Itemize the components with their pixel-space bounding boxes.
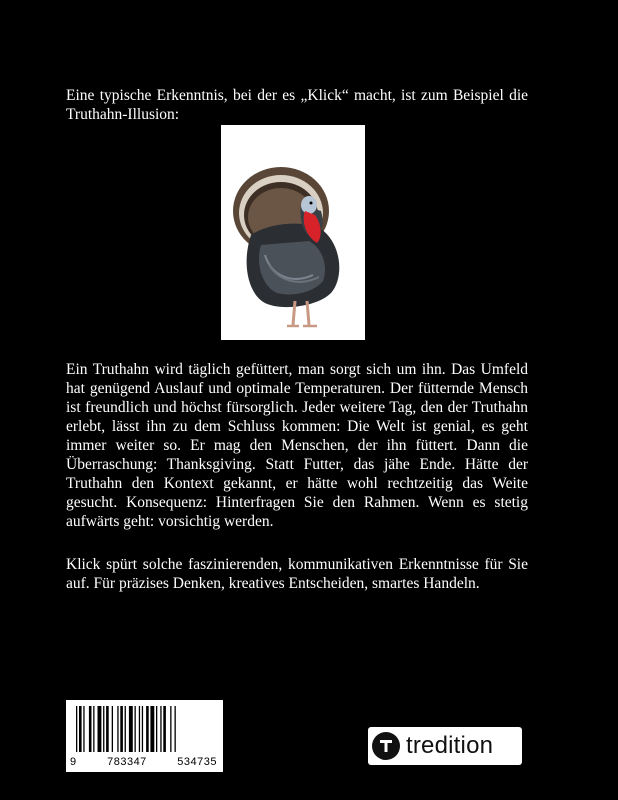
barcode-bar	[146, 706, 149, 752]
barcode-bar	[106, 706, 109, 752]
publisher-logo	[368, 727, 522, 765]
barcode-bars	[66, 700, 223, 756]
tredition-t-icon	[372, 732, 400, 760]
barcode-bar	[93, 706, 94, 752]
barcode-bar	[170, 706, 171, 752]
barcode-bar	[89, 706, 92, 752]
turkey-image	[221, 125, 365, 340]
barcode-bar	[79, 706, 82, 752]
barcode-digit-first: 9	[70, 756, 77, 768]
paragraph-turkey-story: Ein Truthahn wird täglich gefüttert, man sorgt sich um ihn. Das Umfeld hat genügend Auslauf und optimale Temperaturen. Der fütternde Mensch ist freundlich und höchst fürsorglich. Jeder weitere Tag, den der Truthahn erlebt, lässt ihn zu dem Schluss kommen: Die Welt ist genial, es geht immer weiter so. Er mag den Menschen, der ihn füttert. Dann die Überraschung: Thanksgiving. Statt Futter, das jähe Ende. Hätte der Truthahn den Kontext gekannt, er hätte wohl rechtzeitig das Weite gesucht. Konsequenz: Hinterfragen Sie den Rahmen. Wenn es stetig aufwärts geht: vorsichtig werden.	[66, 361, 528, 530]
barcode-bar	[103, 706, 104, 752]
intro-text: Eine typische Erkenntnis, bei der es „Klick“ macht, ist zum Beispiel die Truthahn-Illusion:	[66, 86, 528, 123]
barcode-bar	[117, 706, 118, 752]
barcode-bar	[163, 706, 166, 752]
barcode-bar	[83, 706, 84, 752]
isbn-barcode	[66, 700, 223, 772]
barcode-bar	[139, 706, 140, 752]
barcode-bar	[125, 706, 126, 752]
barcode-bar	[175, 706, 176, 752]
paragraph-klick-summary: Klick spürt solche faszinierenden, kommunikativen Erkenntnisse für Sie auf. Für präzises Denken, kreatives Entscheiden, smartes Handeln.	[66, 556, 528, 592]
barcode-bar	[129, 706, 133, 752]
publisher-name: tredition	[406, 732, 494, 759]
barcode-bar	[142, 706, 143, 752]
barcode-bar	[160, 706, 161, 752]
barcode-bar	[120, 706, 123, 752]
barcode-bar	[112, 706, 113, 752]
barcode-group-2: 534735	[177, 756, 217, 768]
barcode-bar	[156, 706, 157, 752]
barcode-bar	[135, 706, 136, 752]
barcode-digits	[66, 756, 223, 768]
barcode-bar	[98, 706, 102, 752]
barcode-bar	[76, 706, 77, 752]
barcode-bar	[150, 706, 154, 752]
barcode-group-1: 783347	[107, 756, 147, 768]
